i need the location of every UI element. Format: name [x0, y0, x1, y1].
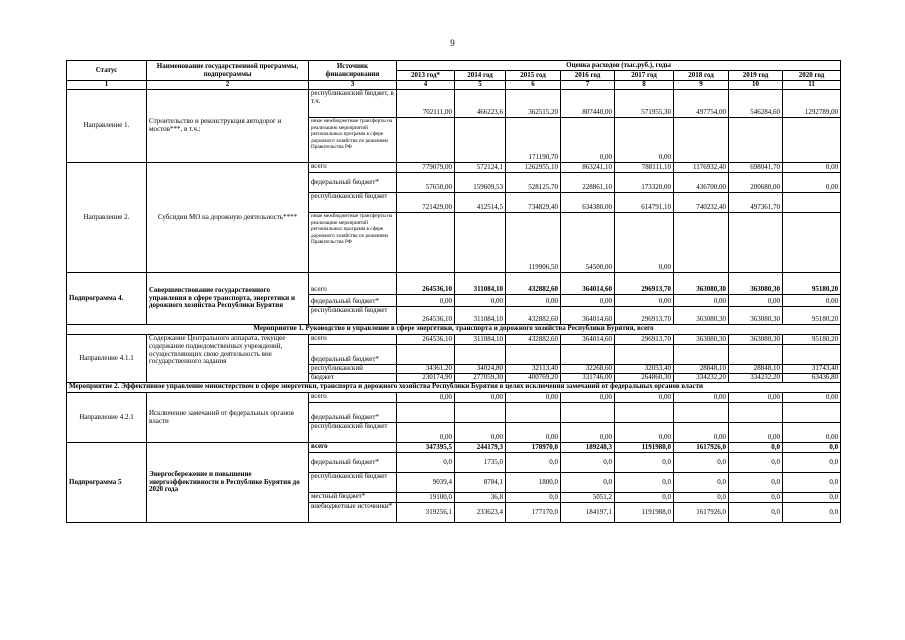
- value-cell: [783, 213, 841, 273]
- value-cell: 334232,20: [729, 374, 783, 383]
- value-cell: 363080,30: [674, 335, 729, 345]
- value-cell: 0,00: [729, 393, 783, 403]
- value-cell: 0,00: [674, 295, 729, 307]
- value-cell: 0,0: [783, 453, 841, 473]
- event-title: Мероприятие 2. Эффективное управление министерством в сфере энергетики, транспорта и дорожного хозяйства Республики Бурятия в целях исключения замечаний от федеральных органов власти: [67, 383, 841, 393]
- column-number: 7: [561, 81, 615, 90]
- value-cell: 1191988,0: [615, 443, 674, 453]
- column-number: 4: [397, 81, 455, 90]
- value-cell: 0,00: [397, 393, 455, 403]
- program-name: Субсидии МО на дорожную деятельность****: [147, 163, 309, 273]
- value-cell: 0,00: [615, 295, 674, 307]
- column-number: 1: [67, 81, 147, 90]
- source-cell: всего: [309, 273, 397, 295]
- status-cell: Подпрограмма 4.: [67, 273, 147, 325]
- program-name: Совершенствование государственного управления в сфере транспорта, энергетики и дорожного хозяйства Республики Бурятия: [147, 273, 309, 325]
- value-cell: 0,00: [729, 295, 783, 307]
- value-cell: 1191988,0: [615, 503, 674, 523]
- program-name: Строительство и реконструкция автодорог и мостов***, в т.ч.:: [147, 90, 309, 163]
- value-cell: 28848,10: [674, 365, 729, 374]
- value-cell: 177170,0: [506, 503, 561, 523]
- source-cell: республиканский бюджет: [309, 307, 397, 325]
- value-cell: 63436,80: [783, 374, 841, 383]
- value-cell: 28848,10: [729, 365, 783, 374]
- value-cell: 436700,00: [674, 173, 729, 193]
- program-name: Содержание Центрального аппарата, текущее содержание подведомственных учреждений, осуществляющих свою деятельность вне государственного задания: [147, 335, 309, 383]
- value-cell: 32268,60: [561, 365, 615, 374]
- value-cell: 0,0: [729, 443, 783, 453]
- value-cell: 546284,60: [729, 90, 783, 118]
- header-source: Источник финансирования: [309, 61, 397, 81]
- value-cell: 363080,30: [674, 273, 729, 295]
- value-cell: 0,00: [561, 423, 615, 443]
- value-cell: 347395,5: [397, 443, 455, 453]
- value-cell: 1262955,10: [506, 163, 561, 173]
- header-year: 2013 год*: [397, 71, 455, 81]
- column-number: 2: [147, 81, 309, 90]
- value-cell: 36,8: [455, 493, 506, 503]
- value-cell: 0,00: [455, 295, 506, 307]
- value-cell: [506, 403, 561, 423]
- value-cell: 0,00: [674, 393, 729, 403]
- value-cell: 0,0: [506, 493, 561, 503]
- value-cell: 159609,53: [455, 173, 506, 193]
- value-cell: 363080,30: [729, 335, 783, 345]
- value-cell: 244179,3: [455, 443, 506, 453]
- column-number: 9: [674, 81, 729, 90]
- value-cell: 31743,40: [783, 365, 841, 374]
- value-cell: 571955,30: [615, 90, 674, 118]
- value-cell: 0,00: [506, 295, 561, 307]
- value-cell: 497361,70: [729, 193, 783, 213]
- header-year: 2014 год: [455, 71, 506, 81]
- value-cell: 0,0: [674, 453, 729, 473]
- value-cell: 364014,60: [561, 307, 615, 325]
- value-cell: 119906,50: [506, 213, 561, 273]
- source-cell: федеральный бюджет*: [309, 453, 397, 473]
- value-cell: 0,00: [561, 295, 615, 307]
- source-cell: всего: [309, 335, 397, 345]
- value-cell: 863241,10: [561, 163, 615, 173]
- value-cell: 19100,0: [397, 493, 455, 503]
- source-cell: федеральный бюджет*: [309, 295, 397, 307]
- value-cell: 0,00: [561, 118, 615, 163]
- value-cell: 0,0: [615, 493, 674, 503]
- value-cell: [561, 345, 615, 365]
- status-cell: Подпрограмма 5: [67, 443, 147, 523]
- value-cell: 311084,10: [455, 307, 506, 325]
- source-cell: республиканский бюджет: [309, 473, 397, 493]
- value-cell: 572124,1: [455, 163, 506, 173]
- source-cell: всего: [309, 163, 397, 173]
- value-cell: 95180,20: [783, 273, 841, 295]
- source-cell: федеральный бюджет*: [309, 345, 397, 365]
- source-cell: иные межбюджетные трансферты на реализацию мероприятий региональных программ в сфере дорожного хозяйства по решениям Правительства РФ: [309, 118, 397, 163]
- value-cell: [783, 193, 841, 213]
- value-cell: 95180,20: [783, 307, 841, 325]
- value-cell: 0,0: [729, 453, 783, 473]
- value-cell: 497754,00: [674, 90, 729, 118]
- value-cell: 5051,2: [561, 493, 615, 503]
- value-cell: 432882,60: [506, 335, 561, 345]
- value-cell: 779079,00: [397, 163, 455, 173]
- value-cell: 698041,70: [729, 163, 783, 173]
- header-year: 2017 год: [615, 71, 674, 81]
- header-estimate: Оценка расходов (тыс.руб.), годы: [397, 61, 841, 71]
- value-cell: [729, 345, 783, 365]
- value-cell: [674, 213, 729, 273]
- value-cell: 331746,00: [561, 374, 615, 383]
- value-cell: 0,00: [674, 423, 729, 443]
- value-cell: 721429,00: [397, 193, 455, 213]
- value-cell: 364014,60: [561, 335, 615, 345]
- column-number: 5: [455, 81, 506, 90]
- value-cell: [729, 213, 783, 273]
- expenditure-table: [66, 60, 841, 523]
- value-cell: 0,00: [615, 213, 674, 273]
- program-name: Исключение замечаний от федеральных органов власти: [147, 393, 309, 443]
- column-number: 8: [615, 81, 674, 90]
- value-cell: 296913,70: [615, 335, 674, 345]
- value-cell: [455, 403, 506, 423]
- value-cell: 432882,60: [506, 273, 561, 295]
- value-cell: 0,00: [397, 295, 455, 307]
- value-cell: 0,00: [783, 393, 841, 403]
- value-cell: 1800,0: [506, 473, 561, 493]
- value-cell: [397, 213, 455, 273]
- value-cell: 788111,10: [615, 163, 674, 173]
- source-cell: внебюджетные источники*: [309, 503, 397, 523]
- header-year: 2015 год: [506, 71, 561, 81]
- value-cell: [783, 403, 841, 423]
- value-cell: 0,0: [506, 453, 561, 473]
- value-cell: [397, 118, 455, 163]
- value-cell: 1735,0: [455, 453, 506, 473]
- header-year: 2018 год: [674, 71, 729, 81]
- value-cell: 363080,30: [729, 307, 783, 325]
- value-cell: 528125,70: [506, 173, 561, 193]
- value-cell: [783, 345, 841, 365]
- value-cell: 400769,20: [506, 374, 561, 383]
- value-cell: 184197,1: [561, 503, 615, 523]
- value-cell: 412514,5: [455, 193, 506, 213]
- value-cell: 228861,10: [561, 173, 615, 193]
- value-cell: 0,00: [506, 393, 561, 403]
- value-cell: 230174,90: [397, 374, 455, 383]
- value-cell: 702111,00: [397, 90, 455, 118]
- value-cell: 264536,10: [397, 335, 455, 345]
- value-cell: 363080,30: [674, 307, 729, 325]
- value-cell: [674, 345, 729, 365]
- source-cell: всего: [309, 393, 397, 403]
- source-cell: республиканский бюджет, в т.ч.: [309, 90, 397, 118]
- value-cell: 0,00: [783, 163, 841, 173]
- source-cell: республиканский бюджет: [309, 193, 397, 213]
- status-cell: Направление 4.2.1: [67, 393, 147, 443]
- value-cell: [674, 118, 729, 163]
- value-cell: 0,00: [561, 393, 615, 403]
- event-title: Мероприятие 1. Руководство и управление в сфере энергетики, транспорта и дорожного хозяйства Республики Бурятия, всего: [67, 325, 841, 335]
- status-cell: Направление 2.: [67, 163, 147, 273]
- source-cell: местный бюджет*: [309, 493, 397, 503]
- status-cell: Направление 4.1.1: [67, 335, 147, 383]
- value-cell: 264536,10: [397, 307, 455, 325]
- source-cell: республиканский: [309, 365, 397, 374]
- value-cell: 0,00: [615, 423, 674, 443]
- value-cell: 0,0: [783, 473, 841, 493]
- source-cell: федеральный бюджет*: [309, 403, 397, 423]
- value-cell: 95180,20: [783, 335, 841, 345]
- value-cell: 34361,20: [397, 365, 455, 374]
- value-cell: [506, 345, 561, 365]
- value-cell: 200680,00: [729, 173, 783, 193]
- value-cell: 0,0: [729, 493, 783, 503]
- value-cell: 362515,20: [506, 90, 561, 118]
- value-cell: 0,00: [397, 423, 455, 443]
- value-cell: 0,00: [506, 423, 561, 443]
- source-cell: федеральный бюджет*: [309, 173, 397, 193]
- value-cell: 173320,00: [615, 173, 674, 193]
- column-number: 11: [783, 81, 841, 90]
- value-cell: 311084,10: [455, 273, 506, 295]
- value-cell: [674, 403, 729, 423]
- value-cell: 0,0: [783, 443, 841, 453]
- value-cell: 0,0: [783, 493, 841, 503]
- value-cell: 8784,1: [455, 473, 506, 493]
- value-cell: 0,00: [783, 423, 841, 443]
- value-cell: 0,00: [455, 423, 506, 443]
- value-cell: 0,0: [729, 503, 783, 523]
- value-cell: 0,0: [397, 453, 455, 473]
- value-cell: 634380,00: [561, 193, 615, 213]
- value-cell: 0,00: [455, 393, 506, 403]
- value-cell: 1292789,00: [783, 90, 841, 118]
- value-cell: 364014,60: [561, 273, 615, 295]
- value-cell: 264860,30: [615, 374, 674, 383]
- value-cell: 0,00: [783, 173, 841, 193]
- value-cell: 9039,4: [397, 473, 455, 493]
- value-cell: [783, 118, 841, 163]
- value-cell: 466223,6: [455, 90, 506, 118]
- value-cell: [397, 403, 455, 423]
- value-cell: 54500,00: [561, 213, 615, 273]
- value-cell: 0,0: [615, 473, 674, 493]
- value-cell: 296913,70: [615, 307, 674, 325]
- value-cell: [615, 345, 674, 365]
- column-number: 3: [309, 81, 397, 90]
- value-cell: 0,0: [561, 453, 615, 473]
- value-cell: 614791,10: [615, 193, 674, 213]
- value-cell: 0,00: [783, 295, 841, 307]
- value-cell: 57650,00: [397, 173, 455, 193]
- value-cell: [729, 118, 783, 163]
- source-cell: иные межбюджетные трансферты на реализацию мероприятий региональных программ в сфере дорожного хозяйства по решениям Правительства РФ: [309, 213, 397, 273]
- value-cell: [455, 345, 506, 365]
- header-program: Наименование государственной программы, подпрограммы: [147, 61, 309, 81]
- value-cell: [455, 118, 506, 163]
- value-cell: 277059,30: [455, 374, 506, 383]
- value-cell: 1617926,0: [674, 503, 729, 523]
- value-cell: [615, 403, 674, 423]
- value-cell: 319256,1: [397, 503, 455, 523]
- value-cell: 32053,40: [615, 365, 674, 374]
- header-year: 2019 год: [729, 71, 783, 81]
- value-cell: 740232,40: [674, 193, 729, 213]
- header-year: 2016 год: [561, 71, 615, 81]
- status-cell: Направление 1.: [67, 90, 147, 163]
- value-cell: 34024,80: [455, 365, 506, 374]
- value-cell: 0,00: [615, 393, 674, 403]
- page-number: 9: [450, 38, 455, 48]
- source-cell: всего: [309, 443, 397, 453]
- value-cell: 311084,10: [455, 335, 506, 345]
- value-cell: 0,0: [674, 493, 729, 503]
- value-cell: 178970,0: [506, 443, 561, 453]
- value-cell: 0,0: [674, 473, 729, 493]
- value-cell: 296913,70: [615, 273, 674, 295]
- header-year: 2020 год: [783, 71, 841, 81]
- value-cell: [561, 403, 615, 423]
- value-cell: 734829,40: [506, 193, 561, 213]
- value-cell: 0,00: [615, 118, 674, 163]
- value-cell: 0,0: [561, 473, 615, 493]
- value-cell: 0,0: [615, 453, 674, 473]
- value-cell: 1617926,0: [674, 443, 729, 453]
- value-cell: [397, 345, 455, 365]
- value-cell: 0,00: [729, 423, 783, 443]
- value-cell: [455, 213, 506, 273]
- program-name: Энергосбережение и повышение энергоэффективности в Республике Бурятия до 2020 года: [147, 443, 309, 523]
- value-cell: 32113,40: [506, 365, 561, 374]
- value-cell: 432882,60: [506, 307, 561, 325]
- value-cell: 171190,70: [506, 118, 561, 163]
- value-cell: 264536,10: [397, 273, 455, 295]
- source-cell: республиканский бюджет: [309, 423, 397, 443]
- value-cell: 807440,00: [561, 90, 615, 118]
- value-cell: 334232,20: [674, 374, 729, 383]
- value-cell: 1176932,40: [674, 163, 729, 173]
- source-cell: бюджет: [309, 374, 397, 383]
- value-cell: 0,0: [729, 473, 783, 493]
- value-cell: [729, 403, 783, 423]
- column-number: 6: [506, 81, 561, 90]
- value-cell: 0,0: [783, 503, 841, 523]
- header-status: Статус: [67, 61, 147, 81]
- value-cell: 189248,3: [561, 443, 615, 453]
- value-cell: 363080,30: [729, 273, 783, 295]
- value-cell: 233623,4: [455, 503, 506, 523]
- column-number: 10: [729, 81, 783, 90]
